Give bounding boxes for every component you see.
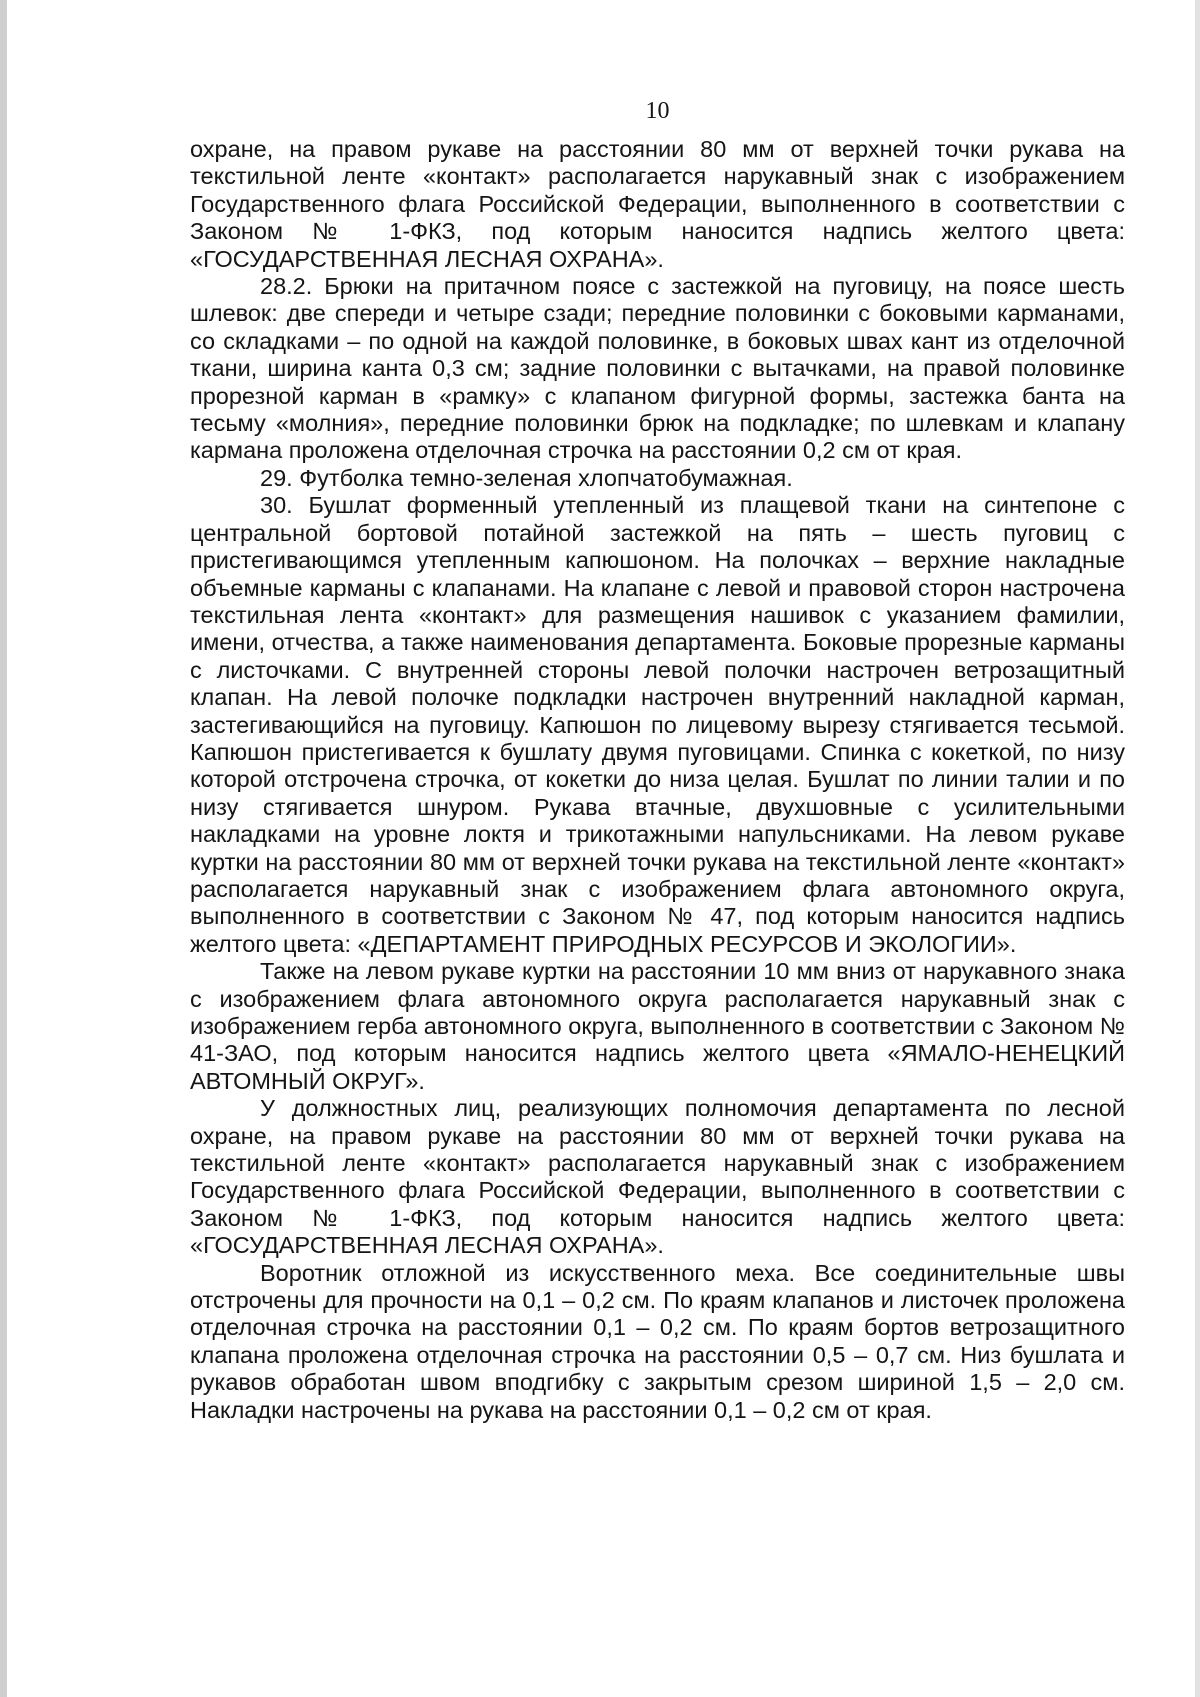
paragraph-coat-of-arms-badge: Также на левом рукаве куртки на расстоянии 10 мм вниз от нарукавного знака с изображением флага автономного округа располагается нарукавный знак с изображением герба автономного округа, выполненного в соответствии с Законом № 41-ЗАО, под которым наносится надпись желтого цвета «ЯМАЛО-НЕНЕЦКИЙ АВТОМНЫЙ ОКРУГ». (190, 958, 1125, 1094)
page-number: 10 (645, 98, 670, 124)
paragraph-trousers: 28.2. Брюки на притачном поясе с застежкой на пуговицу, на поясе шесть шлевок: две спереди и четыре сзади; передние половинки с боковыми карманами, со складками – по одной на каждой половинке, в боковых швах кант из отделочной ткани, ширина канта 0,3 см; задние половинки с вытачками, на правой половинке прорезной карман в «рамку» с клапаном фигурной формы, застежка банта на тесьму «молния», передние половинки брюк на подкладке; по шлевкам и клапану кармана проложена отделочная строчка на расстоянии 0,2 см от края. (190, 273, 1125, 464)
scan-left-edge (0, 0, 7, 1697)
paragraph-sleeve-badge-continued: охране, на правом рукаве на расстоянии 80 мм от верхней точки рукава на текстильной ленте «контакт» располагается нарукавный знак с изображением Государственного флага Российской Федерации, выполненного в соответствии с Законом № 1-ФКЗ, под которым наносится надпись желтого цвета: «ГОСУДАРСТВЕННАЯ ЛЕСНАЯ ОХРАНА». (190, 136, 1125, 272)
scan-right-edge (1195, 0, 1200, 1697)
paragraph-jacket: 30. Бушлат форменный утепленный из плащевой ткани на синтепоне с центральной бортовой потайной застежкой на пять – шесть пуговиц с пристегивающимся утепленным капюшоном. На полочках – верхние накладные объемные карманы с клапанами. На клапане с левой и правовой сторон настрочена текстильная лента «контакт» для размещения нашивок с указанием фамилии, имени, отчества, а также наименования департамента. Боковые прорезные карманы с листочками. С внутренней стороны левой полочки настрочен ветрозащитный клапан. На левой полочке подкладки настрочен внутренний накладной карман, застегивающийся на пуговицу. Капюшон по лицевому вырезу стягивается тесьмой. Капюшон пристегивается к бушлату двумя пуговицами. Спинка с кокеткой, по низу которой отстрочена строчка, от кокетки до низа целая. Бушлат по линии талии и по низу стягивается шнуром. Рукава втачные, двухшовные с усилительными накладками на уровне локтя и трикотажными напульсниками. На левом рукаве куртки на расстоянии 80 мм от верхней точки рукава на текстильной ленте «контакт» располагается нарукавный знак с изображением флага автономного округа, выполненного в соответствии с Законом № 47, под которым наносится надпись желтого цвета: «ДЕПАРТАМЕНТ ПРИРОДНЫХ РЕСУРСОВ И ЭКОЛОГИИ». (190, 492, 1125, 957)
paragraph-collar-seams: Воротник отложной из искусственного меха. Все соединительные швы отстрочены для прочности на 0,1 – 0,2 см. По краям клапанов и листочек проложена отделочная строчка на расстоянии 0,1 – 0,2 см. По краям бортов ветрозащитного клапана проложена отделочная строчка на расстоянии 0,5 – 0,7 см. Низ бушлата и рукавов обработан швом вподгибку с закрытым срезом шириной 1,5 – 2,0 см. Накладки настрочены на рукава на расстоянии 0,1 – 0,2 см от края. (190, 1259, 1125, 1423)
document-page (190, 98, 1125, 1424)
paragraph-forest-guard-badge: У должностных лиц, реализующих полномочия департамента по лесной охране, на правом рукаве на расстоянии 80 мм от верхней точки рукава на текстильной ленте «контакт» располагается нарукавный знак с изображением Государственного флага Российской Федерации, выполненного в соответствии с Законом № 1-ФКЗ, под которым наносится надпись желтого цвета: «ГОСУДАРСТВЕННАЯ ЛЕСНАЯ ОХРАНА». (190, 1095, 1125, 1259)
paragraph-tshirt: 29. Футболка темно-зеленая хлопчатобумажная. (260, 464, 793, 491)
